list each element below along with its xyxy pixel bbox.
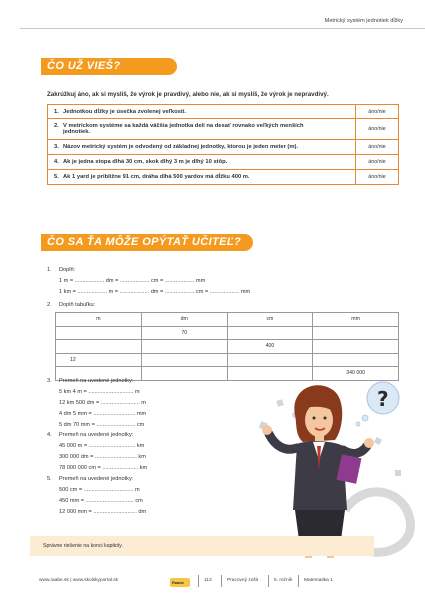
task-1-line-1[interactable]: 1 m = ................... dm = ................... cm = ................... mm bbox=[59, 278, 206, 284]
task-4-label: 4. Premeň na uvedené jednotky: bbox=[47, 432, 134, 438]
table-cell[interactable] bbox=[141, 340, 227, 354]
table-row bbox=[56, 340, 399, 354]
table-cell[interactable] bbox=[56, 340, 142, 354]
task-3-line[interactable]: 4 dm 5 mm = ........................... mm bbox=[59, 411, 147, 417]
column-header: m bbox=[56, 313, 142, 327]
instruction-text: Zakrúžkuj áno, ak si myslíš, že výrok je pravdivý, alebo nie, ak si myslíš, že výrok je nepravdivý. bbox=[47, 91, 329, 98]
statement-number: 3. bbox=[54, 144, 59, 150]
column-header: dm bbox=[141, 313, 227, 327]
table-cell[interactable] bbox=[313, 340, 399, 354]
statement bbox=[48, 140, 356, 155]
footer-links[interactable]: www.raabe.sk | www.skolskyportal.sk bbox=[39, 578, 119, 583]
table-header-row bbox=[56, 313, 399, 327]
task-2-label: 2. Doplň tabuľku: bbox=[47, 302, 96, 308]
task-4-line[interactable]: 300 000 dm = ........................... km bbox=[59, 454, 146, 460]
table-cell[interactable] bbox=[227, 326, 313, 340]
task-3-line[interactable]: 5 dm 70 mm = ......................... cm bbox=[59, 422, 145, 428]
table-cell[interactable] bbox=[313, 326, 399, 340]
task-3-line[interactable]: 5 km 4 m = ............................. m bbox=[59, 389, 140, 395]
statement-text: Ak 1 yard je približne 91 cm, dráha dlhá 500 yardov má dĺžku 400 m. bbox=[63, 174, 250, 180]
header-divider bbox=[20, 28, 425, 29]
statement bbox=[48, 119, 356, 140]
section-banner-what-you-know bbox=[41, 58, 177, 75]
table-row bbox=[48, 155, 399, 170]
table-cell[interactable]: 12 bbox=[56, 353, 142, 367]
table-cell[interactable] bbox=[56, 326, 142, 340]
statement-text: Jednotkou dĺžky je úsečka zvolenej veľkosti. bbox=[63, 108, 187, 115]
footer-subject: Matematika 1 bbox=[304, 578, 333, 583]
task-5-label: 5. Premeň na uvedené jednotky: bbox=[47, 476, 134, 482]
column-header: cm bbox=[227, 313, 313, 327]
footer-divider bbox=[298, 575, 299, 587]
task-1-label: 1. Doplň: bbox=[47, 267, 76, 273]
statement-number: 2. bbox=[54, 123, 59, 129]
task-1-line-2[interactable]: 1 km = ................... m = ................... dm = ................... cm = ................... mm bbox=[59, 289, 251, 295]
answer-choice[interactable]: áno/nie bbox=[356, 140, 399, 155]
statement-text-cont: jednotiek. bbox=[63, 129, 91, 135]
true-false-table bbox=[47, 104, 399, 185]
footer-workbook: Pracovný zošit bbox=[227, 578, 259, 583]
table-row bbox=[48, 119, 399, 140]
task-5-line[interactable]: 12 000 mm = ............................ dm bbox=[59, 509, 147, 515]
publisher-logo-icon: Raabe bbox=[170, 578, 190, 587]
statement-number: 5. bbox=[54, 174, 59, 180]
table-row bbox=[48, 105, 399, 119]
task-5-line[interactable]: 450 mm = ............................... cm bbox=[59, 498, 143, 504]
task-3-line[interactable]: 12 km 500 dm = ......................... m bbox=[59, 400, 146, 406]
table-cell[interactable] bbox=[141, 367, 227, 381]
table-row bbox=[56, 326, 399, 340]
task-4-line[interactable]: 45 000 m = .............................. km bbox=[59, 443, 145, 449]
task-4-line[interactable]: 78 000 000 cm = ....................... km bbox=[59, 465, 148, 471]
footer-divider bbox=[198, 575, 199, 587]
page-header-title: Metrický systém jednotiek dĺžky bbox=[324, 18, 403, 24]
footer-divider bbox=[221, 575, 222, 587]
answer-choice[interactable]: áno/nie bbox=[356, 119, 399, 140]
table-cell[interactable] bbox=[141, 353, 227, 367]
column-header: mm bbox=[313, 313, 399, 327]
teacher-illustration bbox=[255, 360, 415, 560]
statement bbox=[48, 170, 356, 185]
answer-choice[interactable]: áno/nie bbox=[356, 105, 399, 119]
table-cell[interactable]: 400 bbox=[227, 340, 313, 354]
answer-note-box bbox=[30, 536, 374, 556]
page-number: 113 bbox=[204, 578, 212, 583]
table-cell[interactable]: 340 000 bbox=[313, 367, 399, 381]
svg-text:?: ? bbox=[377, 387, 389, 411]
table-cell[interactable]: 70 bbox=[141, 326, 227, 340]
answer-choice[interactable]: áno/nie bbox=[356, 170, 399, 185]
answer-note: Správne riešenie na konci kapitoly. bbox=[43, 543, 123, 549]
thought-bubble-icon bbox=[356, 382, 399, 426]
task-3-label: 3. Premeň na uvedené jednotky: bbox=[47, 378, 134, 384]
statement-text: Názov metrický systém je odvodený od základnej jednotky, ktorou je jeden meter (m). bbox=[63, 144, 299, 150]
section-title: ČO UŽ VIEŠ? bbox=[47, 60, 121, 72]
statement bbox=[48, 105, 356, 119]
statement bbox=[48, 155, 356, 170]
table-row bbox=[48, 140, 399, 155]
footer-grade: 5. ročník bbox=[274, 578, 293, 583]
statement-text: V metrickom systéme sa každá väčšia jednotka delí na desať rovnako veľkých menších bbox=[63, 123, 304, 129]
statement-number: 4. bbox=[54, 159, 59, 165]
statement-text: Ak je jedna stopa dlhá 30 cm, skok dlhý 3 m je dlhý 10 stôp. bbox=[63, 159, 228, 165]
footer-divider bbox=[268, 575, 269, 587]
section-banner-teacher-questions bbox=[41, 234, 253, 251]
section-title: ČO SA ŤA MÔŽE OPÝTAŤ UČITEĽ? bbox=[47, 236, 242, 248]
table-row bbox=[48, 170, 399, 185]
statement-number: 1. bbox=[54, 108, 59, 115]
answer-choice[interactable]: áno/nie bbox=[356, 155, 399, 170]
task-5-line[interactable]: 500 cm = ................................ m bbox=[59, 487, 140, 493]
